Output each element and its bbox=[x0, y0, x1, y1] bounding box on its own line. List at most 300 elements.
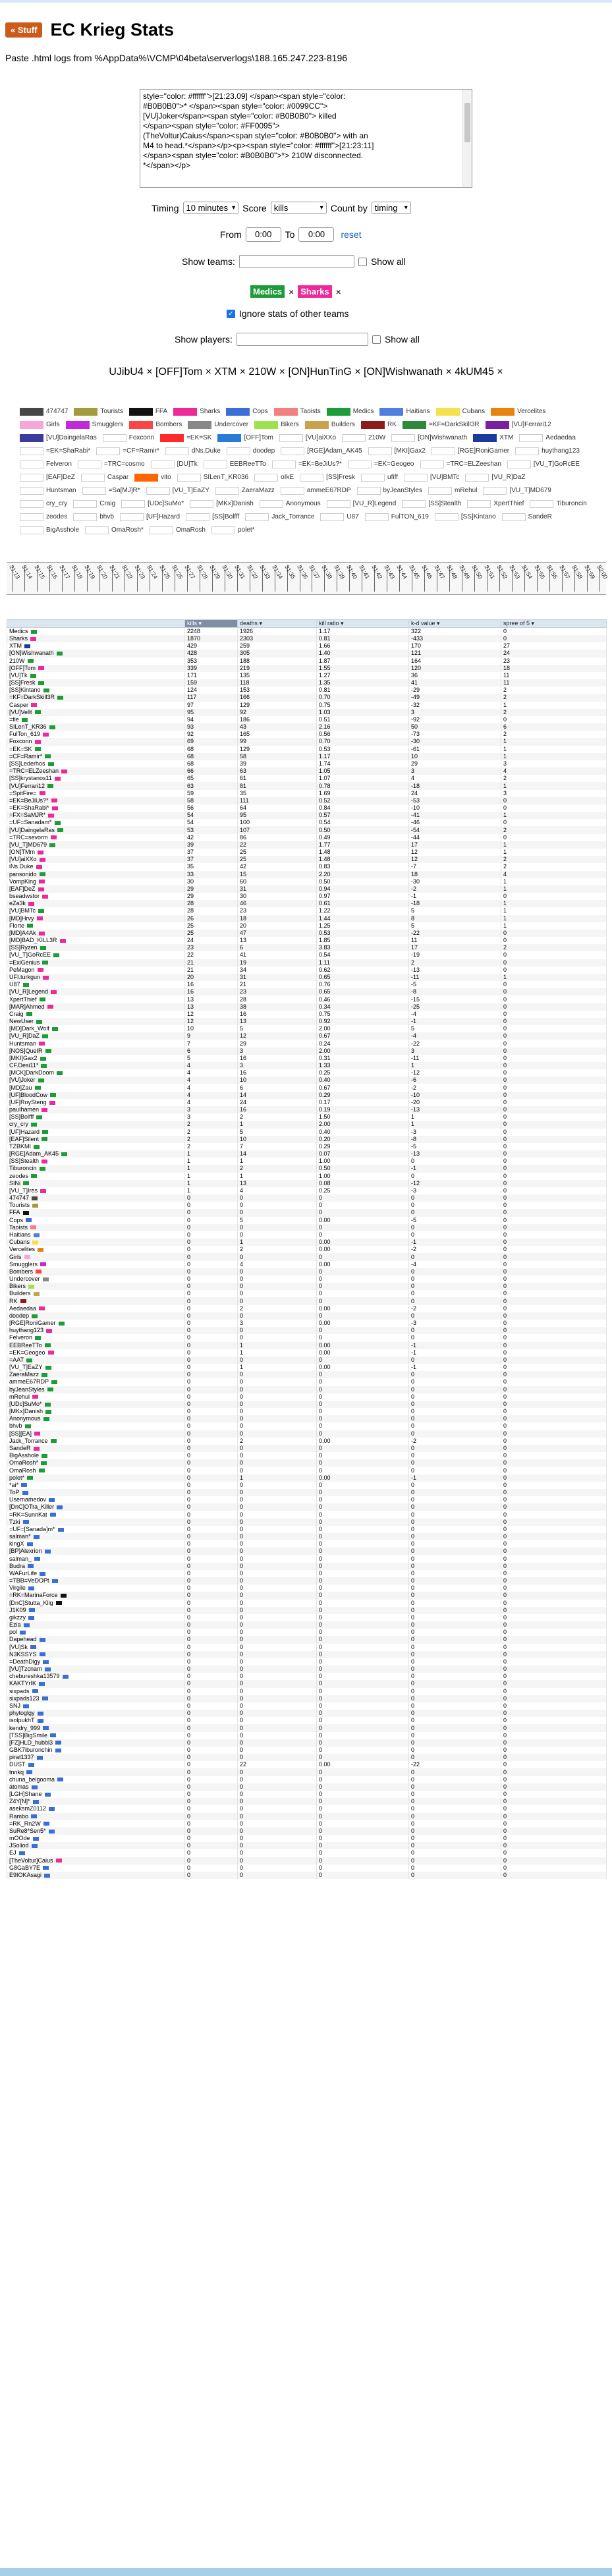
legend-item[interactable] bbox=[467, 499, 524, 509]
show-teams-input[interactable] bbox=[239, 255, 354, 268]
legend-item[interactable] bbox=[20, 446, 90, 456]
table-row[interactable] bbox=[7, 1452, 607, 1459]
table-row[interactable] bbox=[7, 1489, 607, 1496]
table-row[interactable] bbox=[7, 723, 607, 731]
legend-label: [OFF]Tom bbox=[244, 434, 273, 441]
legend-item[interactable] bbox=[342, 433, 385, 443]
table-row[interactable] bbox=[7, 738, 607, 745]
table-row[interactable] bbox=[7, 1231, 607, 1239]
legend-item[interactable] bbox=[103, 433, 154, 443]
legend-item[interactable] bbox=[165, 446, 221, 456]
table-row[interactable] bbox=[7, 1113, 607, 1121]
legend-item[interactable] bbox=[186, 512, 239, 522]
legend-item[interactable] bbox=[66, 420, 124, 430]
table-row[interactable] bbox=[7, 1401, 607, 1408]
legend-item[interactable] bbox=[78, 459, 145, 469]
legend-item[interactable] bbox=[20, 486, 76, 495]
table-row[interactable] bbox=[7, 679, 607, 686]
table-row[interactable] bbox=[7, 1805, 607, 1812]
table-row[interactable] bbox=[7, 1430, 607, 1438]
table-row[interactable] bbox=[7, 1680, 607, 1687]
table-row[interactable] bbox=[7, 1077, 607, 1084]
table-row[interactable] bbox=[7, 1592, 607, 1599]
table-row[interactable] bbox=[7, 1048, 607, 1055]
table-row[interactable] bbox=[7, 635, 607, 642]
table-row[interactable] bbox=[7, 642, 607, 650]
table-row[interactable] bbox=[7, 1688, 607, 1695]
legend-item[interactable] bbox=[20, 459, 72, 469]
table-row[interactable] bbox=[7, 1666, 607, 1673]
table-row[interactable] bbox=[7, 907, 607, 914]
table-row[interactable] bbox=[7, 1327, 607, 1334]
table-row[interactable] bbox=[7, 856, 607, 863]
table-row[interactable] bbox=[7, 1180, 607, 1187]
stat-cell: 0 bbox=[238, 1290, 317, 1297]
table-row[interactable] bbox=[7, 1217, 607, 1224]
table-row[interactable] bbox=[7, 1724, 607, 1731]
table-row[interactable] bbox=[7, 959, 607, 966]
legend-item[interactable] bbox=[73, 512, 114, 522]
table-row[interactable] bbox=[7, 1584, 607, 1592]
legend-item[interactable] bbox=[420, 459, 501, 469]
show-all-teams-checkbox[interactable] bbox=[358, 258, 367, 266]
table-row[interactable] bbox=[7, 1084, 607, 1091]
table-row[interactable] bbox=[7, 1872, 607, 1879]
table-row[interactable] bbox=[7, 1055, 607, 1062]
column-header[interactable]: deaths ▾ bbox=[238, 620, 317, 628]
legend-item[interactable] bbox=[160, 433, 211, 443]
column-header[interactable]: k-d value ▾ bbox=[409, 620, 501, 628]
table-row[interactable] bbox=[7, 1607, 607, 1614]
table-row[interactable] bbox=[7, 1445, 607, 1452]
table-row[interactable] bbox=[7, 849, 607, 856]
table-row[interactable] bbox=[7, 1644, 607, 1651]
table-row[interactable] bbox=[7, 1025, 607, 1032]
table-row[interactable] bbox=[7, 951, 607, 959]
table-row[interactable] bbox=[7, 790, 607, 797]
column-header[interactable]: spree of 5 ▾ bbox=[501, 620, 607, 628]
legend-item[interactable] bbox=[146, 486, 209, 495]
table-row[interactable] bbox=[7, 1239, 607, 1246]
legend-item[interactable] bbox=[515, 446, 580, 456]
table-row[interactable] bbox=[7, 1136, 607, 1143]
table-row[interactable] bbox=[7, 1577, 607, 1584]
legend-item[interactable] bbox=[305, 420, 355, 430]
legend-item[interactable] bbox=[379, 406, 430, 416]
legend-item[interactable] bbox=[254, 472, 294, 482]
table-row[interactable] bbox=[7, 1386, 607, 1393]
table-row[interactable] bbox=[7, 1349, 607, 1357]
table-row[interactable] bbox=[7, 1312, 607, 1320]
table-row[interactable] bbox=[7, 930, 607, 937]
legend-label: FulTON_619 bbox=[391, 513, 429, 520]
legend-item[interactable] bbox=[502, 512, 552, 522]
table-row[interactable] bbox=[7, 841, 607, 849]
table-row[interactable] bbox=[7, 1717, 607, 1724]
team-tag-sharks[interactable]: Sharks bbox=[298, 285, 331, 298]
legend-item[interactable] bbox=[134, 472, 171, 482]
table-row[interactable] bbox=[7, 1129, 607, 1136]
table-row[interactable] bbox=[7, 1194, 607, 1202]
table-row[interactable] bbox=[7, 893, 607, 900]
from-input[interactable]: 0:00 bbox=[246, 227, 281, 242]
legend-item[interactable] bbox=[404, 472, 459, 482]
legend-item[interactable] bbox=[348, 459, 414, 469]
stat-cell: 92 bbox=[238, 709, 317, 716]
table-row[interactable] bbox=[7, 686, 607, 694]
score-select[interactable] bbox=[271, 202, 327, 214]
legend-item[interactable] bbox=[361, 420, 397, 430]
table-row[interactable] bbox=[7, 1761, 607, 1768]
table-row[interactable] bbox=[7, 1187, 607, 1194]
table-row[interactable] bbox=[7, 1739, 607, 1747]
table-row[interactable] bbox=[7, 1754, 607, 1761]
legend-item[interactable] bbox=[431, 446, 509, 456]
table-row[interactable] bbox=[7, 672, 607, 679]
legend-item[interactable] bbox=[428, 486, 477, 495]
table-row[interactable] bbox=[7, 1614, 607, 1621]
table-row[interactable] bbox=[7, 1202, 607, 1209]
legend-item[interactable] bbox=[254, 420, 299, 430]
table-row[interactable] bbox=[7, 1798, 607, 1805]
table-row[interactable] bbox=[7, 995, 607, 1003]
table-row[interactable] bbox=[7, 1357, 607, 1364]
table-row[interactable] bbox=[7, 871, 607, 878]
table-row[interactable] bbox=[7, 1842, 607, 1849]
table-row[interactable] bbox=[7, 1224, 607, 1231]
table-row[interactable] bbox=[7, 1732, 607, 1739]
log-scroll-thumb[interactable] bbox=[464, 103, 470, 142]
table-row[interactable] bbox=[7, 1320, 607, 1327]
table-row[interactable] bbox=[7, 1548, 607, 1555]
table-row[interactable] bbox=[7, 1099, 607, 1106]
table-row[interactable] bbox=[7, 1364, 607, 1371]
table-row[interactable] bbox=[7, 694, 607, 701]
table-row[interactable] bbox=[7, 665, 607, 672]
table-row[interactable] bbox=[7, 1106, 607, 1113]
table-row[interactable] bbox=[7, 716, 607, 723]
table-row[interactable] bbox=[7, 1415, 607, 1422]
legend-item[interactable] bbox=[129, 406, 167, 416]
legend-item[interactable] bbox=[82, 486, 140, 495]
stuff-back-button[interactable]: « Stuff bbox=[5, 22, 42, 38]
legend-item[interactable] bbox=[260, 499, 321, 509]
table-row[interactable] bbox=[7, 1570, 607, 1577]
legend-item[interactable] bbox=[211, 525, 255, 535]
table-row[interactable] bbox=[7, 1636, 607, 1643]
table-row[interactable] bbox=[7, 797, 607, 804]
table-row[interactable] bbox=[7, 1268, 607, 1275]
table-row[interactable] bbox=[7, 1018, 607, 1025]
legend-item[interactable] bbox=[188, 420, 248, 430]
table-row[interactable] bbox=[7, 826, 607, 833]
table-row[interactable] bbox=[7, 1533, 607, 1540]
legend-item[interactable] bbox=[190, 499, 254, 509]
legend-item[interactable] bbox=[465, 472, 525, 482]
legend-item[interactable] bbox=[361, 472, 398, 482]
stat-cell: 0 bbox=[409, 1754, 501, 1761]
legend-item[interactable] bbox=[20, 472, 75, 482]
table-row[interactable] bbox=[7, 915, 607, 922]
table-row[interactable] bbox=[7, 1371, 607, 1378]
table-row[interactable] bbox=[7, 974, 607, 981]
stat-cell: 0 bbox=[238, 1791, 317, 1798]
legend-item[interactable] bbox=[96, 446, 159, 456]
table-row[interactable] bbox=[7, 731, 607, 738]
legend-item[interactable] bbox=[281, 446, 362, 456]
table-row[interactable] bbox=[7, 812, 607, 819]
stat-cell: 24 bbox=[238, 1099, 317, 1106]
table-row[interactable] bbox=[7, 1209, 607, 1216]
table-row[interactable] bbox=[7, 1003, 607, 1011]
table-row[interactable] bbox=[7, 1069, 607, 1077]
table-row[interactable] bbox=[7, 804, 607, 812]
table-row[interactable] bbox=[7, 1828, 607, 1835]
legend-item[interactable] bbox=[274, 406, 321, 416]
table-row[interactable] bbox=[7, 746, 607, 753]
table-row[interactable] bbox=[7, 1783, 607, 1791]
table-row[interactable] bbox=[7, 1334, 607, 1341]
table-row[interactable] bbox=[7, 1776, 607, 1783]
table-row[interactable] bbox=[7, 1467, 607, 1474]
table-row[interactable] bbox=[7, 981, 607, 988]
table-row[interactable] bbox=[7, 775, 607, 782]
table-row[interactable] bbox=[7, 1864, 607, 1872]
bottom-scrollbar[interactable] bbox=[0, 2568, 612, 2576]
legend-item[interactable] bbox=[473, 433, 513, 443]
table-row[interactable] bbox=[7, 1290, 607, 1297]
table-row[interactable] bbox=[7, 1813, 607, 1820]
countby-select[interactable] bbox=[372, 202, 411, 214]
team-tag-medics[interactable]: Medics bbox=[250, 285, 285, 298]
team-color-swatch bbox=[35, 1086, 41, 1090]
table-row[interactable] bbox=[7, 1393, 607, 1401]
table-row[interactable] bbox=[7, 1629, 607, 1636]
legend-item[interactable] bbox=[120, 512, 180, 522]
table-row[interactable] bbox=[7, 1563, 607, 1570]
table-row[interactable] bbox=[7, 1835, 607, 1842]
table-row[interactable] bbox=[7, 1032, 607, 1040]
legend-item[interactable] bbox=[486, 420, 551, 430]
legend-item[interactable] bbox=[327, 406, 374, 416]
stat-cell: 129 bbox=[238, 702, 317, 709]
legend-item[interactable] bbox=[173, 406, 220, 416]
stat-cell: 4 bbox=[185, 1069, 238, 1077]
legend-item[interactable] bbox=[436, 406, 485, 416]
table-row[interactable] bbox=[7, 1121, 607, 1128]
stat-cell: 0 bbox=[409, 1224, 501, 1231]
table-row[interactable] bbox=[7, 1253, 607, 1260]
table-row[interactable] bbox=[7, 1511, 607, 1518]
legend-item[interactable] bbox=[530, 499, 586, 509]
table-row[interactable] bbox=[7, 1143, 607, 1150]
reset-link[interactable]: reset bbox=[341, 229, 362, 240]
table-row[interactable] bbox=[7, 1173, 607, 1180]
table-row[interactable] bbox=[7, 1297, 607, 1304]
legend-item[interactable] bbox=[365, 512, 429, 522]
table-row[interactable] bbox=[7, 1673, 607, 1680]
legend-swatch bbox=[260, 500, 283, 508]
table-row[interactable] bbox=[7, 1062, 607, 1069]
table-row[interactable] bbox=[7, 1695, 607, 1702]
table-row[interactable] bbox=[7, 1150, 607, 1158]
stat-cell: 0 bbox=[238, 1651, 317, 1658]
legend-item[interactable] bbox=[20, 420, 60, 430]
legend-item[interactable] bbox=[320, 512, 358, 522]
team-color-swatch bbox=[40, 1057, 46, 1061]
table-row[interactable] bbox=[7, 1408, 607, 1415]
legend-label: [SS]Stealth bbox=[428, 500, 462, 507]
timeline-axis[interactable] bbox=[7, 562, 609, 595]
legend-item[interactable] bbox=[402, 499, 461, 509]
table-row[interactable] bbox=[7, 1519, 607, 1526]
table-row[interactable] bbox=[7, 1526, 607, 1533]
legend-item[interactable] bbox=[217, 433, 273, 443]
legend-item[interactable] bbox=[483, 486, 551, 495]
legend-item[interactable] bbox=[327, 499, 397, 509]
remove-sharks-icon[interactable]: × bbox=[335, 286, 341, 297]
to-input[interactable]: 0:00 bbox=[298, 227, 334, 242]
table-row[interactable] bbox=[7, 650, 607, 657]
team-color-swatch bbox=[32, 1395, 38, 1399]
legend-item[interactable] bbox=[403, 420, 480, 430]
table-row[interactable] bbox=[7, 1246, 607, 1253]
legend-item[interactable] bbox=[391, 433, 467, 443]
legend-item[interactable] bbox=[215, 486, 275, 495]
table-row[interactable] bbox=[7, 1791, 607, 1798]
legend-item[interactable] bbox=[20, 406, 68, 416]
table-row[interactable] bbox=[7, 1496, 607, 1503]
table-row[interactable] bbox=[7, 1040, 607, 1047]
legend-item[interactable] bbox=[300, 472, 355, 482]
legend-item[interactable] bbox=[507, 459, 580, 469]
legend-item[interactable] bbox=[74, 406, 123, 416]
table-row[interactable] bbox=[7, 702, 607, 709]
table-row[interactable] bbox=[7, 1710, 607, 1717]
legend-item[interactable] bbox=[151, 459, 198, 469]
table-row[interactable] bbox=[7, 863, 607, 870]
table-row[interactable] bbox=[7, 1165, 607, 1172]
table-row[interactable] bbox=[7, 1820, 607, 1828]
legend-item[interactable] bbox=[20, 433, 97, 443]
legend-item[interactable] bbox=[281, 486, 351, 495]
table-row[interactable] bbox=[7, 966, 607, 974]
legend-item[interactable] bbox=[85, 525, 144, 535]
legend-item[interactable] bbox=[129, 420, 182, 430]
legend-item[interactable] bbox=[227, 446, 275, 456]
legend-item[interactable] bbox=[177, 472, 248, 482]
column-header[interactable]: kill ratio ▾ bbox=[317, 620, 409, 628]
table-row[interactable] bbox=[7, 628, 607, 636]
table-row[interactable] bbox=[7, 768, 607, 775]
legend-item[interactable] bbox=[226, 406, 267, 416]
table-row[interactable] bbox=[7, 819, 607, 826]
table-row[interactable] bbox=[7, 1378, 607, 1386]
table-row[interactable] bbox=[7, 1459, 607, 1467]
timeline-label: 21:53 bbox=[508, 564, 522, 580]
table-row[interactable] bbox=[7, 760, 607, 768]
legend-item[interactable] bbox=[121, 499, 184, 509]
table-row[interactable] bbox=[7, 1651, 607, 1658]
legend-item[interactable] bbox=[20, 499, 67, 509]
table-row[interactable] bbox=[7, 782, 607, 789]
legend-item[interactable] bbox=[204, 459, 266, 469]
ignore-other-teams-checkbox[interactable]: ✓ bbox=[227, 310, 235, 318]
table-row[interactable] bbox=[7, 1305, 607, 1312]
table-row[interactable] bbox=[7, 834, 607, 841]
table-row[interactable] bbox=[7, 1422, 607, 1430]
remove-medics-icon[interactable]: × bbox=[289, 286, 294, 297]
table-row[interactable] bbox=[7, 944, 607, 951]
table-row[interactable] bbox=[7, 1482, 607, 1489]
table-row[interactable] bbox=[7, 922, 607, 930]
show-players-input[interactable] bbox=[236, 333, 368, 346]
table-row[interactable] bbox=[7, 885, 607, 893]
legend-item[interactable] bbox=[150, 525, 206, 535]
table-row[interactable] bbox=[7, 1849, 607, 1857]
table-row[interactable] bbox=[7, 878, 607, 885]
table-row[interactable] bbox=[7, 1747, 607, 1754]
table-row[interactable] bbox=[7, 1474, 607, 1482]
column-header[interactable]: kills ▾ bbox=[185, 620, 238, 628]
table-row[interactable] bbox=[7, 1768, 607, 1776]
table-row[interactable] bbox=[7, 1261, 607, 1268]
legend-item[interactable] bbox=[491, 406, 545, 416]
table-row[interactable] bbox=[7, 1438, 607, 1445]
log-textarea[interactable] bbox=[140, 89, 472, 188]
legend-swatch bbox=[74, 408, 97, 416]
table-row[interactable] bbox=[7, 1158, 607, 1165]
table-row[interactable] bbox=[7, 1503, 607, 1511]
legend-item[interactable] bbox=[435, 512, 496, 522]
table-row[interactable] bbox=[7, 1555, 607, 1562]
legend-item[interactable] bbox=[357, 486, 422, 495]
legend-item[interactable] bbox=[73, 499, 115, 509]
legend-item[interactable] bbox=[245, 512, 314, 522]
table-row[interactable] bbox=[7, 1011, 607, 1018]
legend-item[interactable] bbox=[81, 472, 128, 482]
show-all-players-checkbox[interactable] bbox=[372, 335, 381, 344]
table-row[interactable] bbox=[7, 1621, 607, 1629]
log-scrollbar[interactable] bbox=[462, 90, 472, 187]
table-row[interactable] bbox=[7, 658, 607, 665]
table-row[interactable] bbox=[7, 1658, 607, 1666]
table-row[interactable] bbox=[7, 1857, 607, 1864]
table-row[interactable] bbox=[7, 1342, 607, 1349]
legend-item[interactable] bbox=[20, 525, 79, 535]
table-row[interactable] bbox=[7, 1283, 607, 1290]
stat-cell: 28 bbox=[185, 907, 238, 914]
table-row[interactable] bbox=[7, 753, 607, 760]
table-row[interactable] bbox=[7, 1600, 607, 1607]
timing-select[interactable] bbox=[183, 202, 239, 214]
legend-item[interactable] bbox=[279, 433, 336, 443]
table-row[interactable] bbox=[7, 1092, 607, 1099]
legend-item[interactable] bbox=[20, 512, 67, 522]
legend-item[interactable] bbox=[272, 459, 342, 469]
legend-item[interactable] bbox=[368, 446, 426, 456]
table-row[interactable] bbox=[7, 988, 607, 995]
legend-item[interactable] bbox=[519, 433, 576, 443]
selected-players[interactable]: UJibU4 × [OFF]Tom × XTM × 210W × [ON]HunTinG × [ON]Wishwanath × 4kUM45 × bbox=[109, 366, 503, 378]
table-row[interactable] bbox=[7, 1702, 607, 1710]
table-row[interactable] bbox=[7, 709, 607, 716]
table-row[interactable] bbox=[7, 937, 607, 944]
column-header[interactable] bbox=[7, 620, 185, 628]
table-row[interactable] bbox=[7, 1275, 607, 1283]
table-row[interactable] bbox=[7, 900, 607, 907]
table-row[interactable] bbox=[7, 1540, 607, 1548]
